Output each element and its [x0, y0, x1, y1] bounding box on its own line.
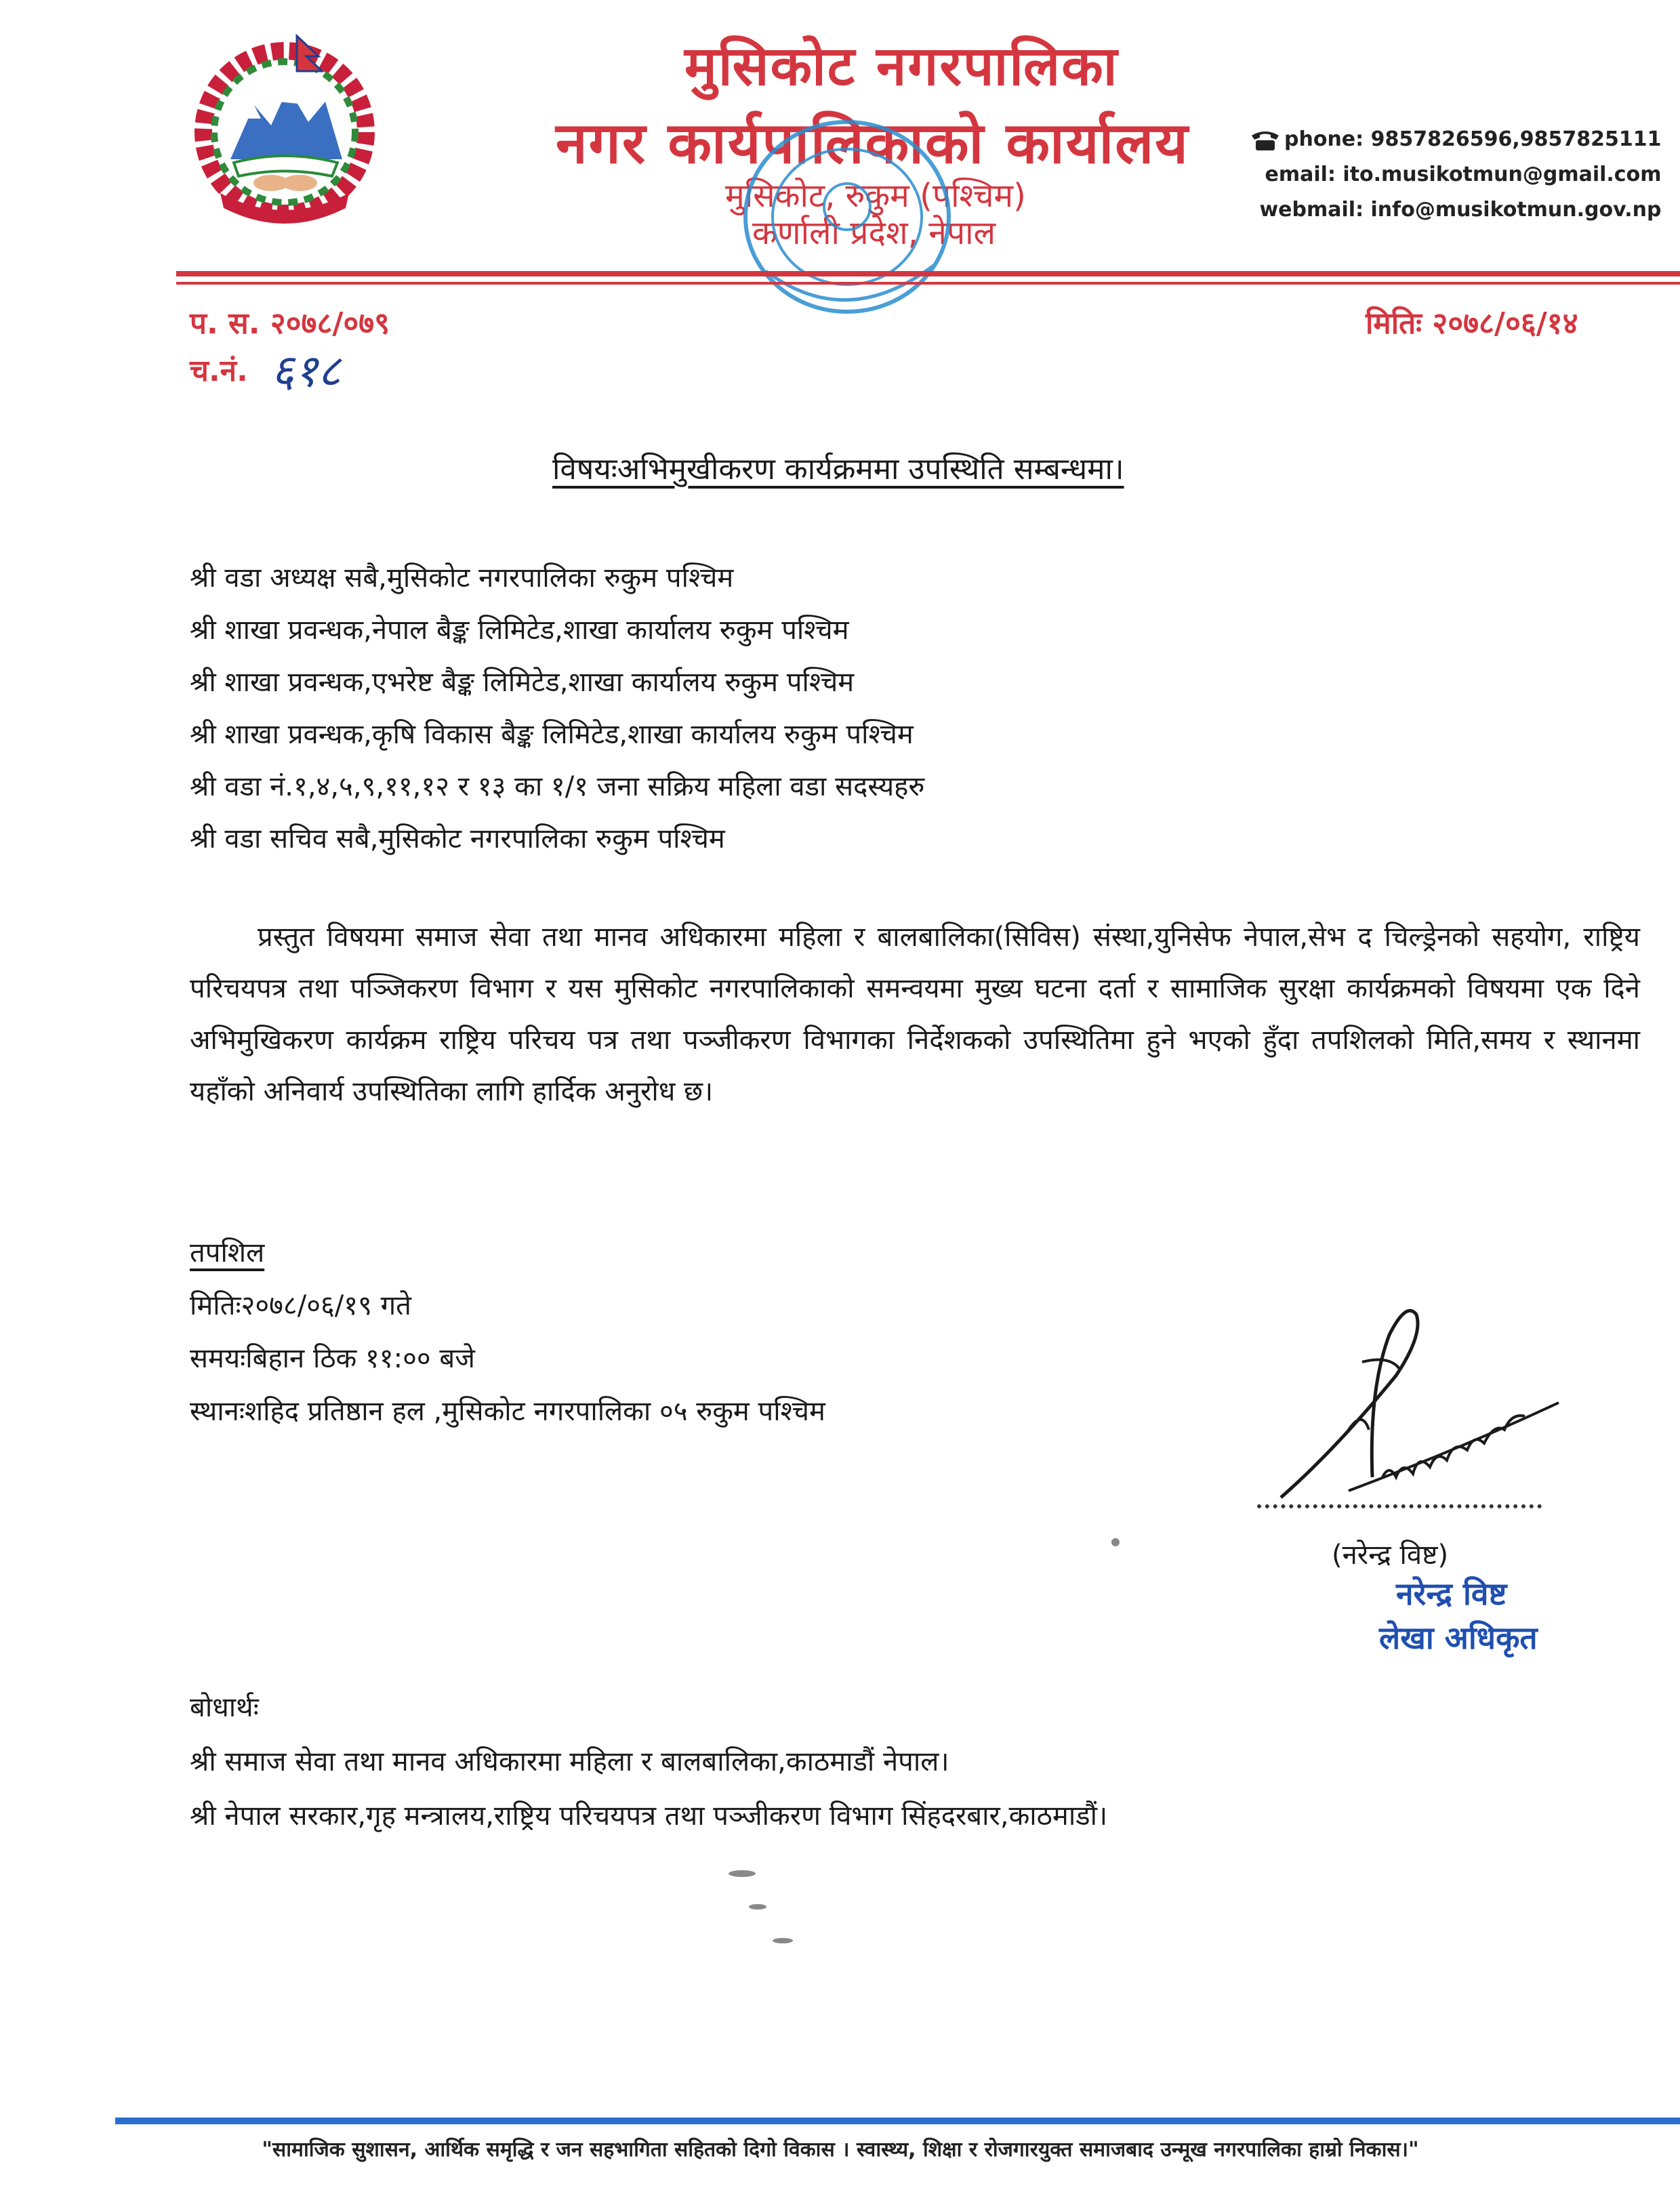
cc-line: श्री नेपाल सरकार,गृह मन्त्रालय,राष्ट्रिय परिचयपत्र तथा पञ्जीकरण विभाग सिंहदरबार,काठमाडौं।: [190, 1800, 1108, 1832]
signature-icon: [1254, 1274, 1620, 1518]
address-line-1: मुसिकोट, रुकुम (पश्चिम): [725, 177, 1026, 215]
recipient-line: श्री शाखा प्रवन्धक,नेपाल बैङ्क लिमिटेड,शाखा कार्यालय रुकुम पश्चिम: [190, 615, 849, 646]
phone-icon: [1250, 128, 1280, 151]
recipient-line: श्री शाखा प्रवन्धक,कृषि विकास बैङ्क लिमिटेड,शाखा कार्यालय रुकुम पश्चिम: [190, 719, 914, 750]
office-stamp-icon: [691, 115, 989, 346]
recipient-line: श्री शाखा प्रवन्धक,एभरेष्ट बैङ्क लिमिटेड,शाखा कार्यालय रुकुम पश्चिम: [190, 667, 855, 698]
header-rule: [176, 271, 1680, 276]
dispatch-number: ६१८: [271, 345, 341, 397]
scan-speck: [1111, 1538, 1120, 1546]
contact-block: [1250, 122, 1661, 228]
nepal-emblem-icon: [183, 24, 386, 227]
contact-email[interactable]: email: ito.musikotmun@gmail.com: [1265, 163, 1662, 186]
org-name: मुसिकोट नगरपालिका: [684, 35, 1119, 98]
schedule-venue: स्थानःशहिद प्रतिष्ठान हल ,मुसिकोट नगरपालिका ०५ रुकुम पश्चिम: [190, 1396, 825, 1427]
contact-phone: phone: 9857826596,9857825111: [1284, 127, 1662, 151]
footer-rule: [115, 2118, 1680, 2124]
recipient-list: [190, 552, 924, 865]
letter-date: मितिः २०७८/०६/१४: [1366, 306, 1578, 341]
scan-speck: [729, 1870, 756, 1877]
office-name: नगर कार्यपालिकाको कार्यालय: [556, 110, 1189, 176]
footer-slogan: "सामाजिक सुशासन, आर्थिक समृद्धि र जन सहभागिता सहितको दिगो विकास । स्वास्थ्य, शिक्षा र रोजगारयुक्त समाजबाद उन्मूख नगरपालिका हाम्रो निकास।": [262, 2138, 1419, 2162]
cc-block: [190, 1680, 1107, 1843]
cc-line: श्री समाज सेवा तथा मानव अधिकारमा महिला र बालबालिका,काठमाडौं नेपाल।: [190, 1746, 949, 1777]
reference-number: प. स. २०७८/०७९: [190, 306, 390, 341]
contact-webmail[interactable]: webmail: info@musikotmun.gov.np: [1259, 198, 1662, 222]
signatory-stamp-title: लेखा अधिकृत: [1379, 1619, 1538, 1656]
recipient-line: श्री वडा अध्यक्ष सबै,मुसिकोट नगरपालिका रुकुम पश्चिम: [190, 562, 734, 594]
signatory-stamp-name: नरेन्द्र विष्ट: [1396, 1575, 1507, 1612]
header-rule-thin: [176, 282, 1680, 285]
body-paragraph: प्रस्तुत विषयमा समाज सेवा तथा मानव अधिकारमा महिला र बालबालिका(सिविस) संस्था,युनिसेफ नेपाल,सेभ द चिल्ड्रेनको सहयोग, राष्ट्रिय परिचयपत्र तथा पञ्जिकरण विभाग र यस मुसिकोट नगरपालिकाको समन्वयमा मुख्य घटना दर्ता र सामाजिक सुरक्षा कार्यक्रमको विषयमा एक दिने अभिमुखिकरण कार्यक्रम राष्ट्रिय परिचय पत्र तथा पञ्जीकरण विभागका निर्देशकको उपस्थितिमा हुने भएको हुँदा तपशिलको मिति,समय र स्थानमा यहाँको अनिवार्य उपस्थितिका लागि हार्दिक अनुरोध छ।: [190, 922, 1640, 1107]
dispatch-label: च.नं.: [190, 354, 248, 388]
signatory-name: (नरेन्द्र विष्ट): [1332, 1540, 1449, 1571]
signature-dotted-line: [1257, 1504, 1542, 1508]
schedule-date: मितिः२०७८/०६/१९ गते: [190, 1290, 411, 1321]
scan-speck: [773, 1938, 793, 1943]
subject-line: विषयःअभिमुखीकरण कार्यक्रममा उपस्थिति सम्बन्धमा।: [552, 452, 1124, 487]
recipient-line: श्री वडा सचिव सबै,मुसिकोट नगरपालिका रुकुम पश्चिम: [190, 823, 725, 854]
scan-speck: [749, 1904, 766, 1910]
cc-title: बोधार्थः: [190, 1692, 259, 1723]
recipient-line: श्री वडा नं.१,४,५,९,११,१२ र १३ का १/१ जना सक्रिय महिला वडा सदस्यहरु: [190, 771, 925, 802]
schedule-time: समयःबिहान ठिक ११:०० बजे: [190, 1343, 475, 1374]
schedule-block: [190, 1226, 825, 1438]
address-line-2: कर्णाली प्रदेश, नेपाल: [752, 214, 996, 252]
schedule-title: तपशिल: [190, 1237, 265, 1268]
